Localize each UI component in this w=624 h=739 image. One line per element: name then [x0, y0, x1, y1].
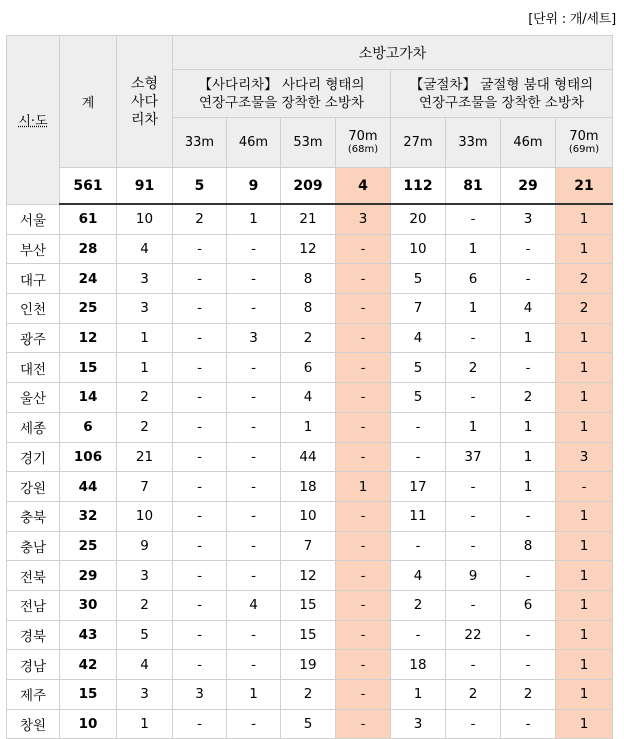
total-cell: 81 — [446, 168, 501, 205]
table-row — [7, 501, 613, 531]
total-cell: 91 — [117, 168, 173, 205]
value-cell: 12 — [281, 234, 336, 264]
table-row — [7, 709, 613, 739]
value-cell: 7 — [281, 531, 336, 561]
value-cell: 18 — [391, 650, 446, 680]
row-total-cell: 61 — [60, 204, 117, 234]
height-label: 27m — [403, 134, 433, 150]
value-cell: 6 — [446, 264, 501, 294]
value-cell: 1 — [556, 383, 613, 413]
table-row — [7, 650, 613, 680]
value-cell: 1 — [556, 709, 613, 739]
row-total-cell: 29 — [60, 561, 117, 591]
value-cell: 10 — [391, 234, 446, 264]
articulating-group-line1: 【굴절차】 굴절형 붐대 형태의 — [409, 76, 594, 93]
row-total-cell: 24 — [60, 264, 117, 294]
region-cell: 충남 — [7, 531, 60, 561]
value-cell: - — [446, 323, 501, 353]
value-cell: 1 — [556, 531, 613, 561]
value-cell: - — [336, 680, 391, 710]
value-cell: - — [336, 383, 391, 413]
value-cell: - — [336, 442, 391, 472]
value-cell: 1 — [446, 294, 501, 324]
value-cell: - — [501, 353, 556, 383]
total-cell: 29 — [501, 168, 556, 205]
value-cell: 1 — [501, 472, 556, 502]
value-cell: - — [391, 412, 446, 442]
header-height-5 — [446, 118, 501, 168]
total-cell: 21 — [556, 168, 613, 205]
value-cell: 5 — [391, 353, 446, 383]
value-cell: 1 — [501, 412, 556, 442]
value-cell: - — [173, 323, 227, 353]
value-cell: - — [501, 561, 556, 591]
header-height-4 — [391, 118, 446, 168]
value-cell: 2 — [556, 294, 613, 324]
region-cell: 창원 — [7, 709, 60, 739]
value-cell: 2 — [391, 590, 446, 620]
value-cell: - — [173, 264, 227, 294]
value-cell: 6 — [281, 353, 336, 383]
value-cell: - — [336, 412, 391, 442]
value-cell: 9 — [446, 561, 501, 591]
value-cell: 3 — [501, 204, 556, 234]
region-cell: 대전 — [7, 353, 60, 383]
header-aerial: 소방고가차 — [173, 36, 613, 70]
row-total-cell: 42 — [60, 650, 117, 680]
table-row — [7, 561, 613, 591]
region-cell: 강원 — [7, 472, 60, 502]
total-cell: 9 — [227, 168, 281, 205]
value-cell: - — [173, 353, 227, 383]
region-cell: 부산 — [7, 234, 60, 264]
value-cell: 8 — [501, 531, 556, 561]
value-cell: - — [501, 501, 556, 531]
value-cell: 15 — [281, 620, 336, 650]
value-cell: 1 — [556, 353, 613, 383]
value-cell: - — [501, 234, 556, 264]
row-total-cell: 25 — [60, 294, 117, 324]
region-cell: 광주 — [7, 323, 60, 353]
value-cell: - — [446, 531, 501, 561]
value-cell: - — [227, 234, 281, 264]
value-cell: - — [336, 264, 391, 294]
row-total-cell: 106 — [60, 442, 117, 472]
value-cell: 9 — [117, 531, 173, 561]
value-cell: 3 — [117, 264, 173, 294]
height-label: 46m — [238, 134, 269, 150]
value-cell: 11 — [391, 501, 446, 531]
value-cell: 1 — [227, 680, 281, 710]
region-cell: 인천 — [7, 294, 60, 324]
value-cell: - — [227, 620, 281, 650]
value-cell: 10 — [117, 204, 173, 234]
value-cell: 21 — [117, 442, 173, 472]
value-cell: 15 — [281, 590, 336, 620]
region-cell: 경기 — [7, 442, 60, 472]
value-cell: 4 — [117, 234, 173, 264]
table-row — [7, 442, 613, 472]
height-label: 33m — [184, 134, 215, 150]
value-cell: 8 — [281, 294, 336, 324]
value-cell: - — [173, 531, 227, 561]
value-cell: - — [336, 531, 391, 561]
value-cell: 37 — [446, 442, 501, 472]
value-cell: - — [446, 709, 501, 739]
value-cell: - — [173, 620, 227, 650]
value-cell: 7 — [117, 472, 173, 502]
value-cell: 3 — [336, 204, 391, 234]
articulating-group-line2: 연장구조물을 장착한 소방차 — [418, 94, 585, 111]
value-cell: 1 — [556, 412, 613, 442]
row-total-cell: 15 — [60, 353, 117, 383]
region-cell: 전북 — [7, 561, 60, 591]
height-label: 33m — [458, 134, 488, 150]
total-cell: 209 — [281, 168, 336, 205]
value-cell: - — [336, 590, 391, 620]
table-row — [7, 353, 613, 383]
value-cell: 7 — [391, 294, 446, 324]
value-cell: - — [336, 294, 391, 324]
value-cell: - — [173, 650, 227, 680]
region-cell: 제주 — [7, 680, 60, 710]
value-cell: - — [227, 561, 281, 591]
value-cell: 1 — [227, 204, 281, 234]
region-cell: 경북 — [7, 620, 60, 650]
value-cell: - — [336, 234, 391, 264]
value-cell: - — [173, 561, 227, 591]
value-cell: 3 — [117, 561, 173, 591]
header-total: 계 — [60, 36, 117, 168]
region-cell: 서울 — [7, 204, 60, 234]
value-cell: - — [446, 590, 501, 620]
value-cell: 19 — [281, 650, 336, 680]
header-ladder-group — [173, 70, 391, 118]
region-cell: 전남 — [7, 590, 60, 620]
value-cell: - — [336, 620, 391, 650]
value-cell: - — [446, 383, 501, 413]
value-cell: - — [173, 234, 227, 264]
value-cell: - — [501, 650, 556, 680]
value-cell: 2 — [446, 680, 501, 710]
value-cell: - — [173, 501, 227, 531]
header-height-0 — [173, 118, 227, 168]
value-cell: 21 — [281, 204, 336, 234]
table-row — [7, 294, 613, 324]
value-cell: 1 — [336, 472, 391, 502]
height-sublabel: (68m) — [347, 144, 379, 155]
ladder-group-line1: 【사다리차】 사다리 형태의 — [198, 76, 365, 93]
row-total-cell: 15 — [60, 680, 117, 710]
value-cell: - — [173, 294, 227, 324]
value-cell: 3 — [117, 680, 173, 710]
value-cell: 2 — [446, 353, 501, 383]
value-cell: 1 — [556, 204, 613, 234]
header-small-ladder — [117, 36, 173, 168]
value-cell: 1 — [117, 323, 173, 353]
table-row — [7, 234, 613, 264]
value-cell: 1 — [117, 709, 173, 739]
region-cell: 경남 — [7, 650, 60, 680]
table-row — [7, 620, 613, 650]
value-cell: 8 — [281, 264, 336, 294]
value-cell: 5 — [391, 264, 446, 294]
value-cell: 44 — [281, 442, 336, 472]
small-ladder-line1: 소형 — [130, 75, 159, 92]
value-cell: - — [446, 472, 501, 502]
header-articulating-group — [391, 70, 613, 118]
value-cell: - — [501, 620, 556, 650]
value-cell: 2 — [556, 264, 613, 294]
value-cell: 2 — [501, 680, 556, 710]
value-cell: 10 — [281, 501, 336, 531]
row-total-cell: 10 — [60, 709, 117, 739]
value-cell: 5 — [117, 620, 173, 650]
value-cell: 1 — [501, 442, 556, 472]
value-cell: 2 — [281, 680, 336, 710]
value-cell: 2 — [117, 590, 173, 620]
row-total-cell: 14 — [60, 383, 117, 413]
value-cell: 4 — [391, 323, 446, 353]
row-total-cell: 28 — [60, 234, 117, 264]
header-height-6 — [501, 118, 556, 168]
height-label: 53m — [293, 134, 323, 150]
table-row — [7, 472, 613, 502]
ladder-group-line2: 연장구조물을 장착한 소방차 — [198, 94, 365, 111]
value-cell: - — [446, 650, 501, 680]
value-cell: - — [173, 412, 227, 442]
value-cell: - — [227, 650, 281, 680]
value-cell: 4 — [227, 590, 281, 620]
small-ladder-line3: 리차 — [130, 111, 159, 128]
value-cell: 1 — [391, 680, 446, 710]
value-cell: 1 — [117, 353, 173, 383]
value-cell: 4 — [501, 294, 556, 324]
unit-note: [단위 : 개/세트] — [528, 12, 616, 27]
value-cell: - — [227, 442, 281, 472]
value-cell: - — [227, 294, 281, 324]
table-row — [7, 590, 613, 620]
value-cell: 1 — [281, 412, 336, 442]
region-cell: 세종 — [7, 412, 60, 442]
table-row — [7, 323, 613, 353]
row-total-cell: 12 — [60, 323, 117, 353]
total-cell: 561 — [60, 168, 117, 205]
value-cell: 1 — [556, 680, 613, 710]
value-cell: - — [227, 531, 281, 561]
value-cell: 1 — [446, 234, 501, 264]
height-label: 70m — [569, 129, 599, 144]
fire-truck-table — [6, 35, 613, 739]
value-cell: 20 — [391, 204, 446, 234]
value-cell: 3 — [391, 709, 446, 739]
value-cell: 3 — [117, 294, 173, 324]
header-sido: 시·도 — [7, 36, 60, 205]
header-height-7 — [556, 118, 613, 168]
value-cell: - — [391, 531, 446, 561]
value-cell: - — [227, 383, 281, 413]
value-cell: - — [336, 501, 391, 531]
value-cell: - — [501, 264, 556, 294]
value-cell: 1 — [556, 620, 613, 650]
value-cell: - — [391, 620, 446, 650]
value-cell: - — [556, 472, 613, 502]
value-cell: 1 — [446, 412, 501, 442]
value-cell: 1 — [556, 650, 613, 680]
row-total-cell: 43 — [60, 620, 117, 650]
header-height-3 — [336, 118, 391, 168]
value-cell: - — [391, 442, 446, 472]
value-cell: 3 — [227, 323, 281, 353]
total-cell: 5 — [173, 168, 227, 205]
header-height-2 — [281, 118, 336, 168]
value-cell: - — [173, 590, 227, 620]
value-cell: 18 — [281, 472, 336, 502]
table-row — [7, 531, 613, 561]
value-cell: - — [227, 501, 281, 531]
value-cell: 1 — [556, 561, 613, 591]
table-row — [7, 204, 613, 234]
table-row — [7, 412, 613, 442]
table-row — [7, 383, 613, 413]
height-sublabel: (69m) — [568, 144, 600, 155]
value-cell: - — [173, 709, 227, 739]
table-row — [7, 264, 613, 294]
value-cell: - — [227, 472, 281, 502]
row-total-cell: 25 — [60, 531, 117, 561]
value-cell: - — [173, 442, 227, 472]
value-cell: 1 — [556, 323, 613, 353]
value-cell: - — [227, 353, 281, 383]
value-cell: - — [336, 353, 391, 383]
value-cell: 2 — [501, 383, 556, 413]
height-label: 46m — [513, 134, 543, 150]
value-cell: - — [336, 561, 391, 591]
value-cell: 5 — [281, 709, 336, 739]
total-cell: 112 — [391, 168, 446, 205]
value-cell: - — [173, 472, 227, 502]
region-cell: 울산 — [7, 383, 60, 413]
region-cell: 대구 — [7, 264, 60, 294]
value-cell: 17 — [391, 472, 446, 502]
total-cell: 4 — [336, 168, 391, 205]
row-total-cell: 6 — [60, 412, 117, 442]
value-cell: 1 — [556, 501, 613, 531]
height-label: 70m — [348, 129, 378, 144]
value-cell: - — [173, 383, 227, 413]
region-cell: 충북 — [7, 501, 60, 531]
value-cell: 2 — [117, 412, 173, 442]
small-ladder-line2: 사다 — [130, 93, 159, 110]
row-total-cell: 32 — [60, 501, 117, 531]
value-cell: - — [336, 709, 391, 739]
value-cell: - — [446, 501, 501, 531]
value-cell: 1 — [556, 590, 613, 620]
row-total-cell: 44 — [60, 472, 117, 502]
value-cell: 5 — [391, 383, 446, 413]
value-cell: - — [227, 412, 281, 442]
value-cell: - — [227, 709, 281, 739]
value-cell: - — [227, 264, 281, 294]
header-height-1 — [227, 118, 281, 168]
value-cell: 1 — [556, 234, 613, 264]
value-cell: 10 — [117, 501, 173, 531]
value-cell: 1 — [501, 323, 556, 353]
value-cell: 4 — [117, 650, 173, 680]
value-cell: 2 — [281, 323, 336, 353]
value-cell: - — [501, 709, 556, 739]
table-row — [7, 680, 613, 710]
value-cell: 22 — [446, 620, 501, 650]
value-cell: - — [446, 204, 501, 234]
value-cell: 3 — [556, 442, 613, 472]
value-cell: 4 — [391, 561, 446, 591]
value-cell: 2 — [117, 383, 173, 413]
value-cell: 6 — [501, 590, 556, 620]
value-cell: - — [336, 323, 391, 353]
value-cell: 2 — [173, 204, 227, 234]
value-cell: 4 — [281, 383, 336, 413]
value-cell: 12 — [281, 561, 336, 591]
row-total-cell: 30 — [60, 590, 117, 620]
value-cell: 3 — [173, 680, 227, 710]
value-cell: - — [336, 650, 391, 680]
